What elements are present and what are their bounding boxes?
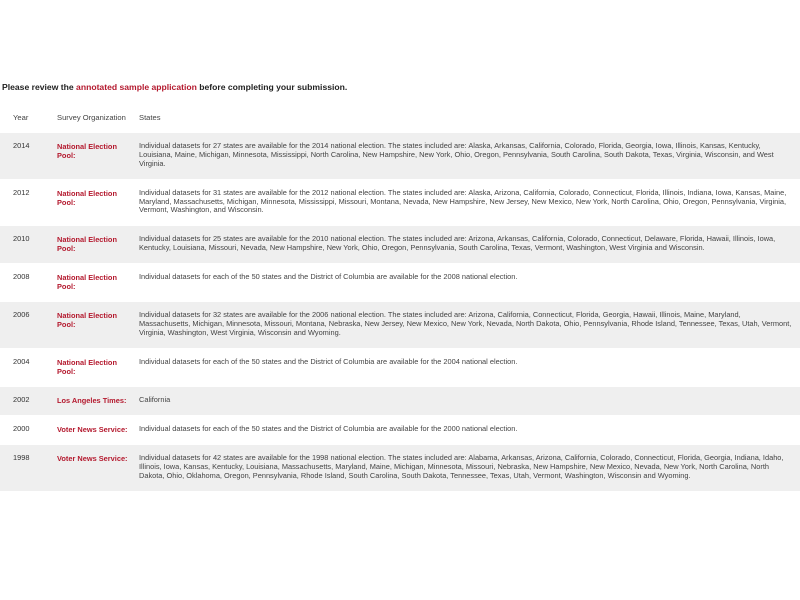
datasets-table: [0, 106, 800, 491]
table-row: [0, 302, 800, 349]
survey-organization-cell: Los Angeles Times:: [57, 387, 139, 416]
year-cell: 2000: [0, 416, 57, 445]
table-row: [0, 445, 800, 491]
survey-organization-cell: National Election Pool:: [57, 264, 139, 302]
year-cell: 2004: [0, 349, 57, 387]
table-row: [0, 179, 800, 226]
states-cell: Individual datasets for 32 states are available for the 2006 national election. The states included are: Arizona, California, Connecticut, Florida, Georgia, Hawaii, Illinois, Maine, Maryland, Massachusetts, Michigan, Minnesota, Missouri, Montana, Nebraska, New Jersey, New Mexico, New York, Nevada, North Dakota, Ohio, Pennsylvania, Rhode Island, Tennessee, Texas, Utah, Vermont, Virginia, Washington, West Virginia, Wisconsin and Wyoming.: [139, 302, 800, 349]
header-year: Year: [13, 113, 29, 122]
year-cell: 2014: [0, 132, 57, 179]
table-row: [0, 226, 800, 264]
states-cell: Individual datasets for 25 states are available for the 2010 national election. The states included are: Arizona, Arkansas, California, Colorado, Connecticut, Delaware, Florida, Hawaii, Illinois, Iowa, Kentucky, Louisiana, Missouri, Nevada, New Hampshire, New York, Ohio, Oregon, Pennsylvania, South Carolina, Texas, Vermont, Washington, West Virginia and Wisconsin.: [139, 226, 800, 264]
year-cell: 2006: [0, 302, 57, 349]
header-states: States: [139, 113, 161, 122]
year-cell: 2012: [0, 179, 57, 226]
survey-organization-cell: Voter News Service:: [57, 445, 139, 491]
table-row: [0, 416, 800, 445]
survey-organization-cell: National Election Pool:: [57, 179, 139, 226]
table-row: [0, 349, 800, 387]
header-survey-organization: Survey Organization: [57, 113, 126, 122]
intro-prefix: Please review the: [2, 81, 77, 92]
states-cell: Individual datasets for 27 states are available for the 2014 national election. The states included are: Alaska, Arkansas, California, Colorado, Florida, Georgia, Iowa, Illinois, Kansas, Kentucky, Louisiana, Maine, Michigan, Minnesota, Mississippi, North Carolina, New Hampshire, New York, Ohio, Oregon, Pennsylvania, South Carolina, South Dakota, Texas, Virginia, Wisconsin, and West Virginia.: [139, 132, 800, 179]
table-row: [0, 132, 800, 179]
intro-suffix: before completing your submission.: [196, 81, 348, 92]
table-row: [0, 264, 800, 302]
intro-text: [2, 82, 347, 92]
states-cell: Individual datasets for each of the 50 states and the District of Columbia are available for the 2000 national election.: [139, 416, 800, 445]
states-cell: California: [139, 387, 800, 416]
survey-organization-cell: National Election Pool:: [57, 132, 139, 179]
survey-organization-cell: Voter News Service:: [57, 416, 139, 445]
survey-organization-cell: National Election Pool:: [57, 349, 139, 387]
year-cell: 2010: [0, 226, 57, 264]
states-cell: Individual datasets for each of the 50 states and the District of Columbia are available for the 2004 national election.: [139, 349, 800, 387]
year-cell: 2008: [0, 264, 57, 302]
year-cell: 1998: [0, 445, 57, 491]
survey-organization-cell: National Election Pool:: [57, 302, 139, 349]
annotated-sample-application-link[interactable]: annotated sample application: [76, 81, 197, 92]
survey-organization-cell: National Election Pool:: [57, 226, 139, 264]
table-row: [0, 387, 800, 416]
states-cell: Individual datasets for each of the 50 states and the District of Columbia are available for the 2008 national election.: [139, 264, 800, 302]
states-cell: Individual datasets for 31 states are available for the 2012 national election. The states included are: Alaska, Arizona, California, Colorado, Connecticut, Florida, Illinois, Indiana, Iowa, Kansas, Maine, Maryland, Massachusetts, Michigan, Minnesota, Mississippi, Missouri, Montana, Nevada, New Hampshire, New Jersey, New Mexico, New York, North Carolina, Ohio, Oregon, Pennsylvania, Virginia, Vermont, Washington, and Wisconsin.: [139, 179, 800, 226]
table-header-row: [0, 106, 800, 132]
year-cell: 2002: [0, 387, 57, 416]
states-cell: Individual datasets for 42 states are available for the 1998 national election. The states included are: Alabama, Arkansas, Arizona, California, Colorado, Connecticut, Florida, Georgia, Indiana, Idaho, Illinois, Iowa, Kansas, Kentucky, Louisiana, Massachusetts, Maryland, Maine, Michigan, Minnesota, Missouri, Nebraska, New Hampshire, New Mexico, Nevada, New York, North Carolina, North Dakota, Ohio, Oklahoma, Oregon, Pennsylvania, Rhode Island, South Carolina, South Dakota, Tennessee, Texas, Utah, Vermont, Washington, Wisconsin and Wyoming.: [139, 445, 800, 491]
